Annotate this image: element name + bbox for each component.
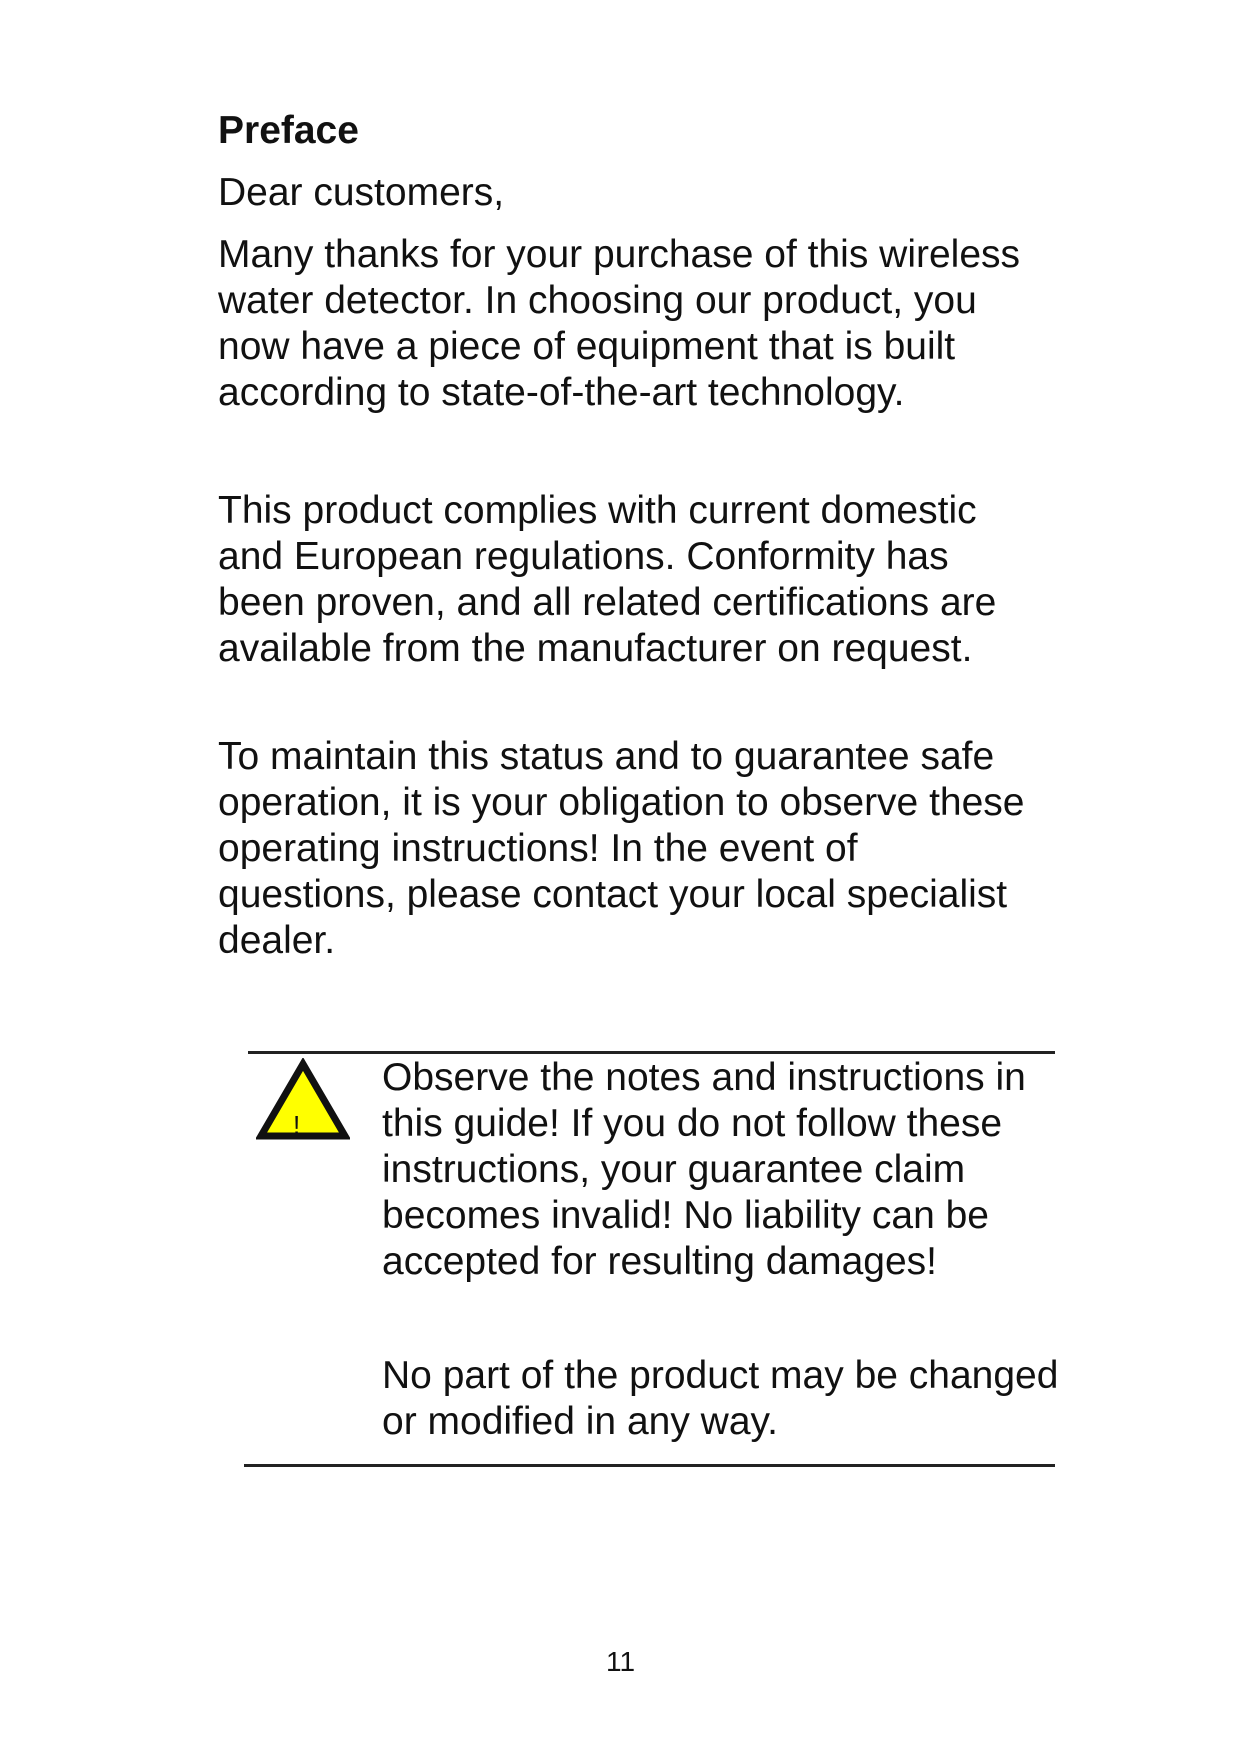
paragraph-compliance: This product complies with current domestic and European regulations. Conformity has been proven, and all related certifications are available from the manufacturer on request. bbox=[218, 489, 997, 670]
notice-modification: No part of the product may be changed or modified in any way. bbox=[382, 1354, 1059, 1443]
notice-bottom-rule bbox=[244, 1464, 1055, 1467]
page-number: 11 bbox=[605, 1646, 636, 1677]
greeting: Dear customers, bbox=[218, 171, 505, 214]
notice-instructions: Observe the notes and instructions in this guide! If you do not follow these instructions, your guarantee claim becomes invalid! No liability can be accepted for resulting damages! bbox=[382, 1056, 1026, 1283]
warning-triangle-icon bbox=[256, 1058, 350, 1142]
section-heading: Preface bbox=[218, 109, 359, 152]
paragraph-thanks: Many thanks for your purchase of this wireless water detector. In choosing our product, you now have a piece of equipment that is built according to state-of-the-art technology. bbox=[218, 233, 1021, 414]
paragraph-obligation: To maintain this status and to guarantee safe operation, it is your obligation to observe these operating instructions! In the event of questions, please contact your local specialist dealer. bbox=[218, 735, 1025, 962]
notice-top-rule bbox=[248, 1051, 1055, 1054]
warning-glyph: ! bbox=[293, 1110, 301, 1140]
